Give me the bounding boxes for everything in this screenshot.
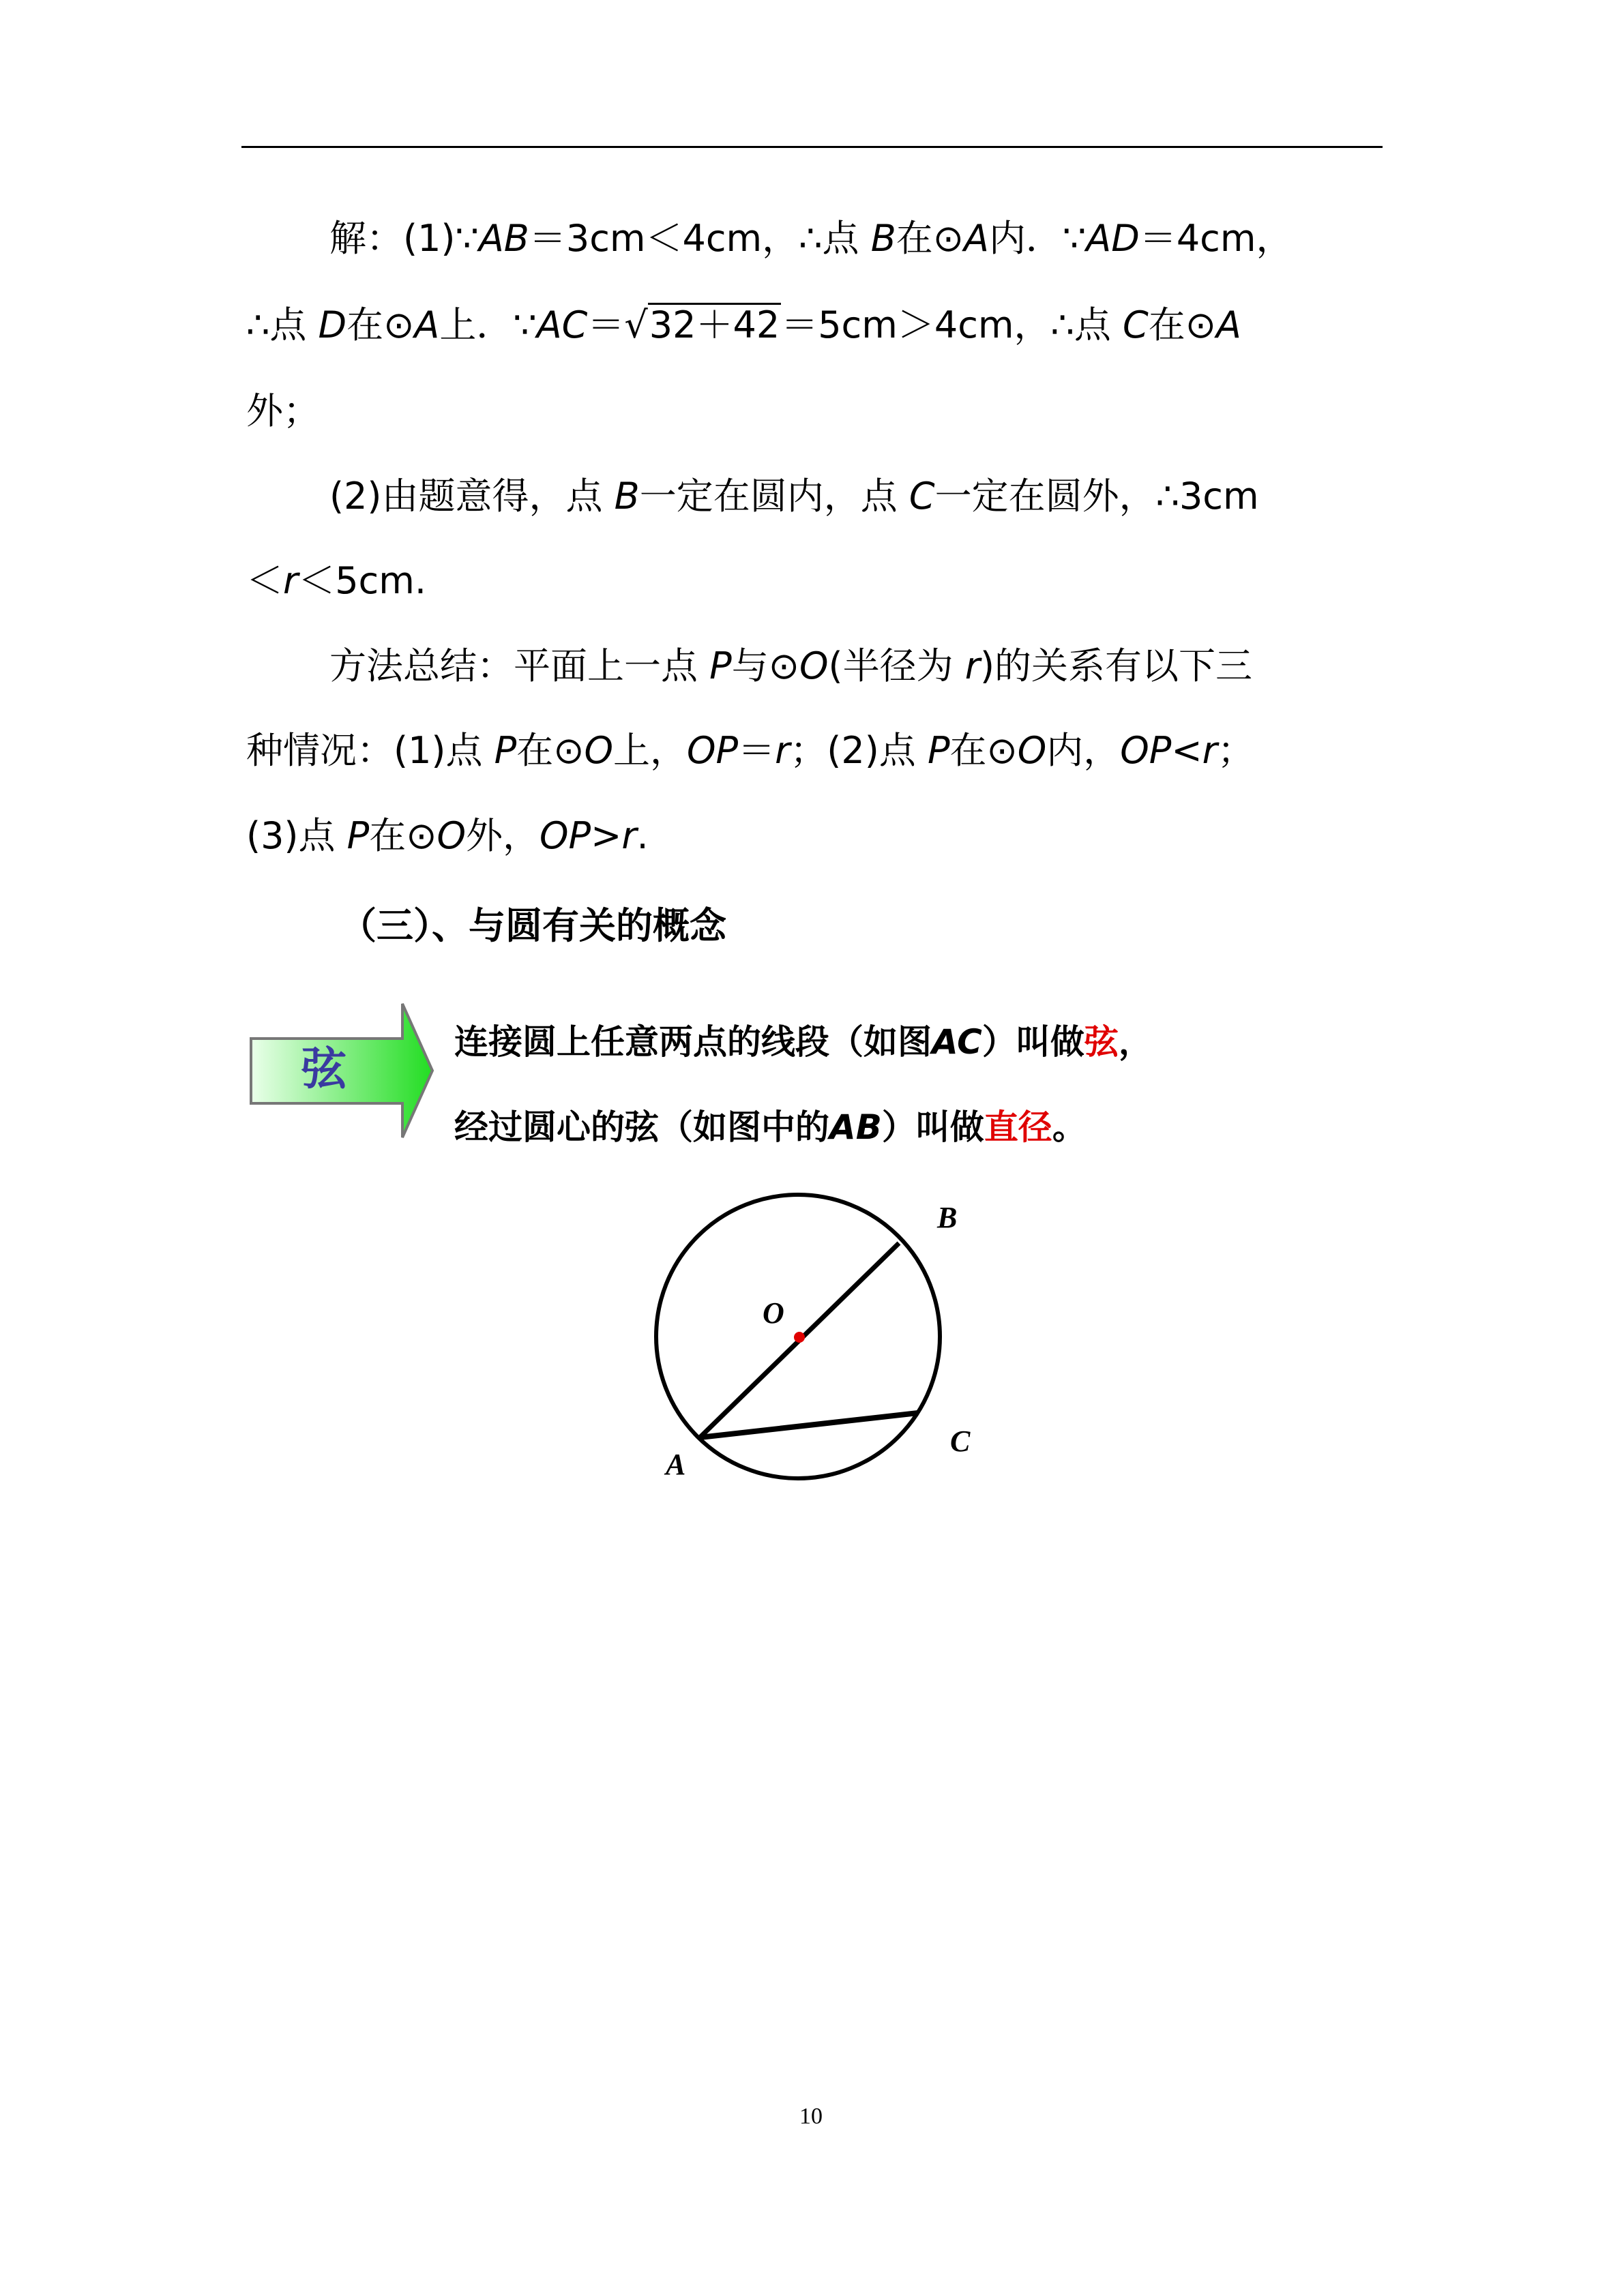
solution-line-3: 外； (246, 389, 320, 432)
summary-line-2: 种情况：(1)点 P在⊙O上，OP＝r；(2)点 P在⊙O内，OP<r； (246, 729, 1254, 772)
solution-line-4: (2)由题意得，点 B一定在圆内，点 C一定在圆外，∴3cm (329, 475, 1259, 518)
page-number: 10 (799, 2104, 823, 2129)
diameter-definition: 经过圆心的弦（如图中的AB）叫做直径。 (454, 1107, 1087, 1147)
summary-line-3: (3)点 P在⊙O外，OP>r. (246, 814, 649, 857)
chord-arrow-label (247, 1001, 438, 1141)
solution-line-5: ＜r＜5cm. (246, 559, 427, 602)
section-heading: （三）、与圆有关的概念 (340, 904, 726, 947)
chord-ac (700, 1413, 918, 1437)
label-b: B (937, 1201, 958, 1234)
header-rule (241, 146, 1383, 148)
solution-line-1: 解：(1)∵AB＝3cm＜4cm，∴点 B在⊙A内．∵AD＝4cm， (329, 217, 1293, 260)
label-o: O (763, 1296, 784, 1330)
label-a: A (666, 1448, 686, 1481)
circle-figure (614, 1173, 1023, 1500)
label-c: C (950, 1425, 971, 1458)
summary-line-1: 方法总结：平面上一点 P与⊙O(半径为 r)的关系有以下三 (329, 644, 1253, 687)
solution-line-2: ∴点 D在⊙A上．∵AC＝√32＋42＝5cm＞4cm，∴点 C在⊙A (246, 303, 1241, 346)
chord-definition: 连接圆上任意两点的线段（如图AC）叫做弦， (454, 1022, 1153, 1062)
chord-label-text: 弦 (301, 1043, 346, 1095)
center-point (794, 1332, 805, 1343)
